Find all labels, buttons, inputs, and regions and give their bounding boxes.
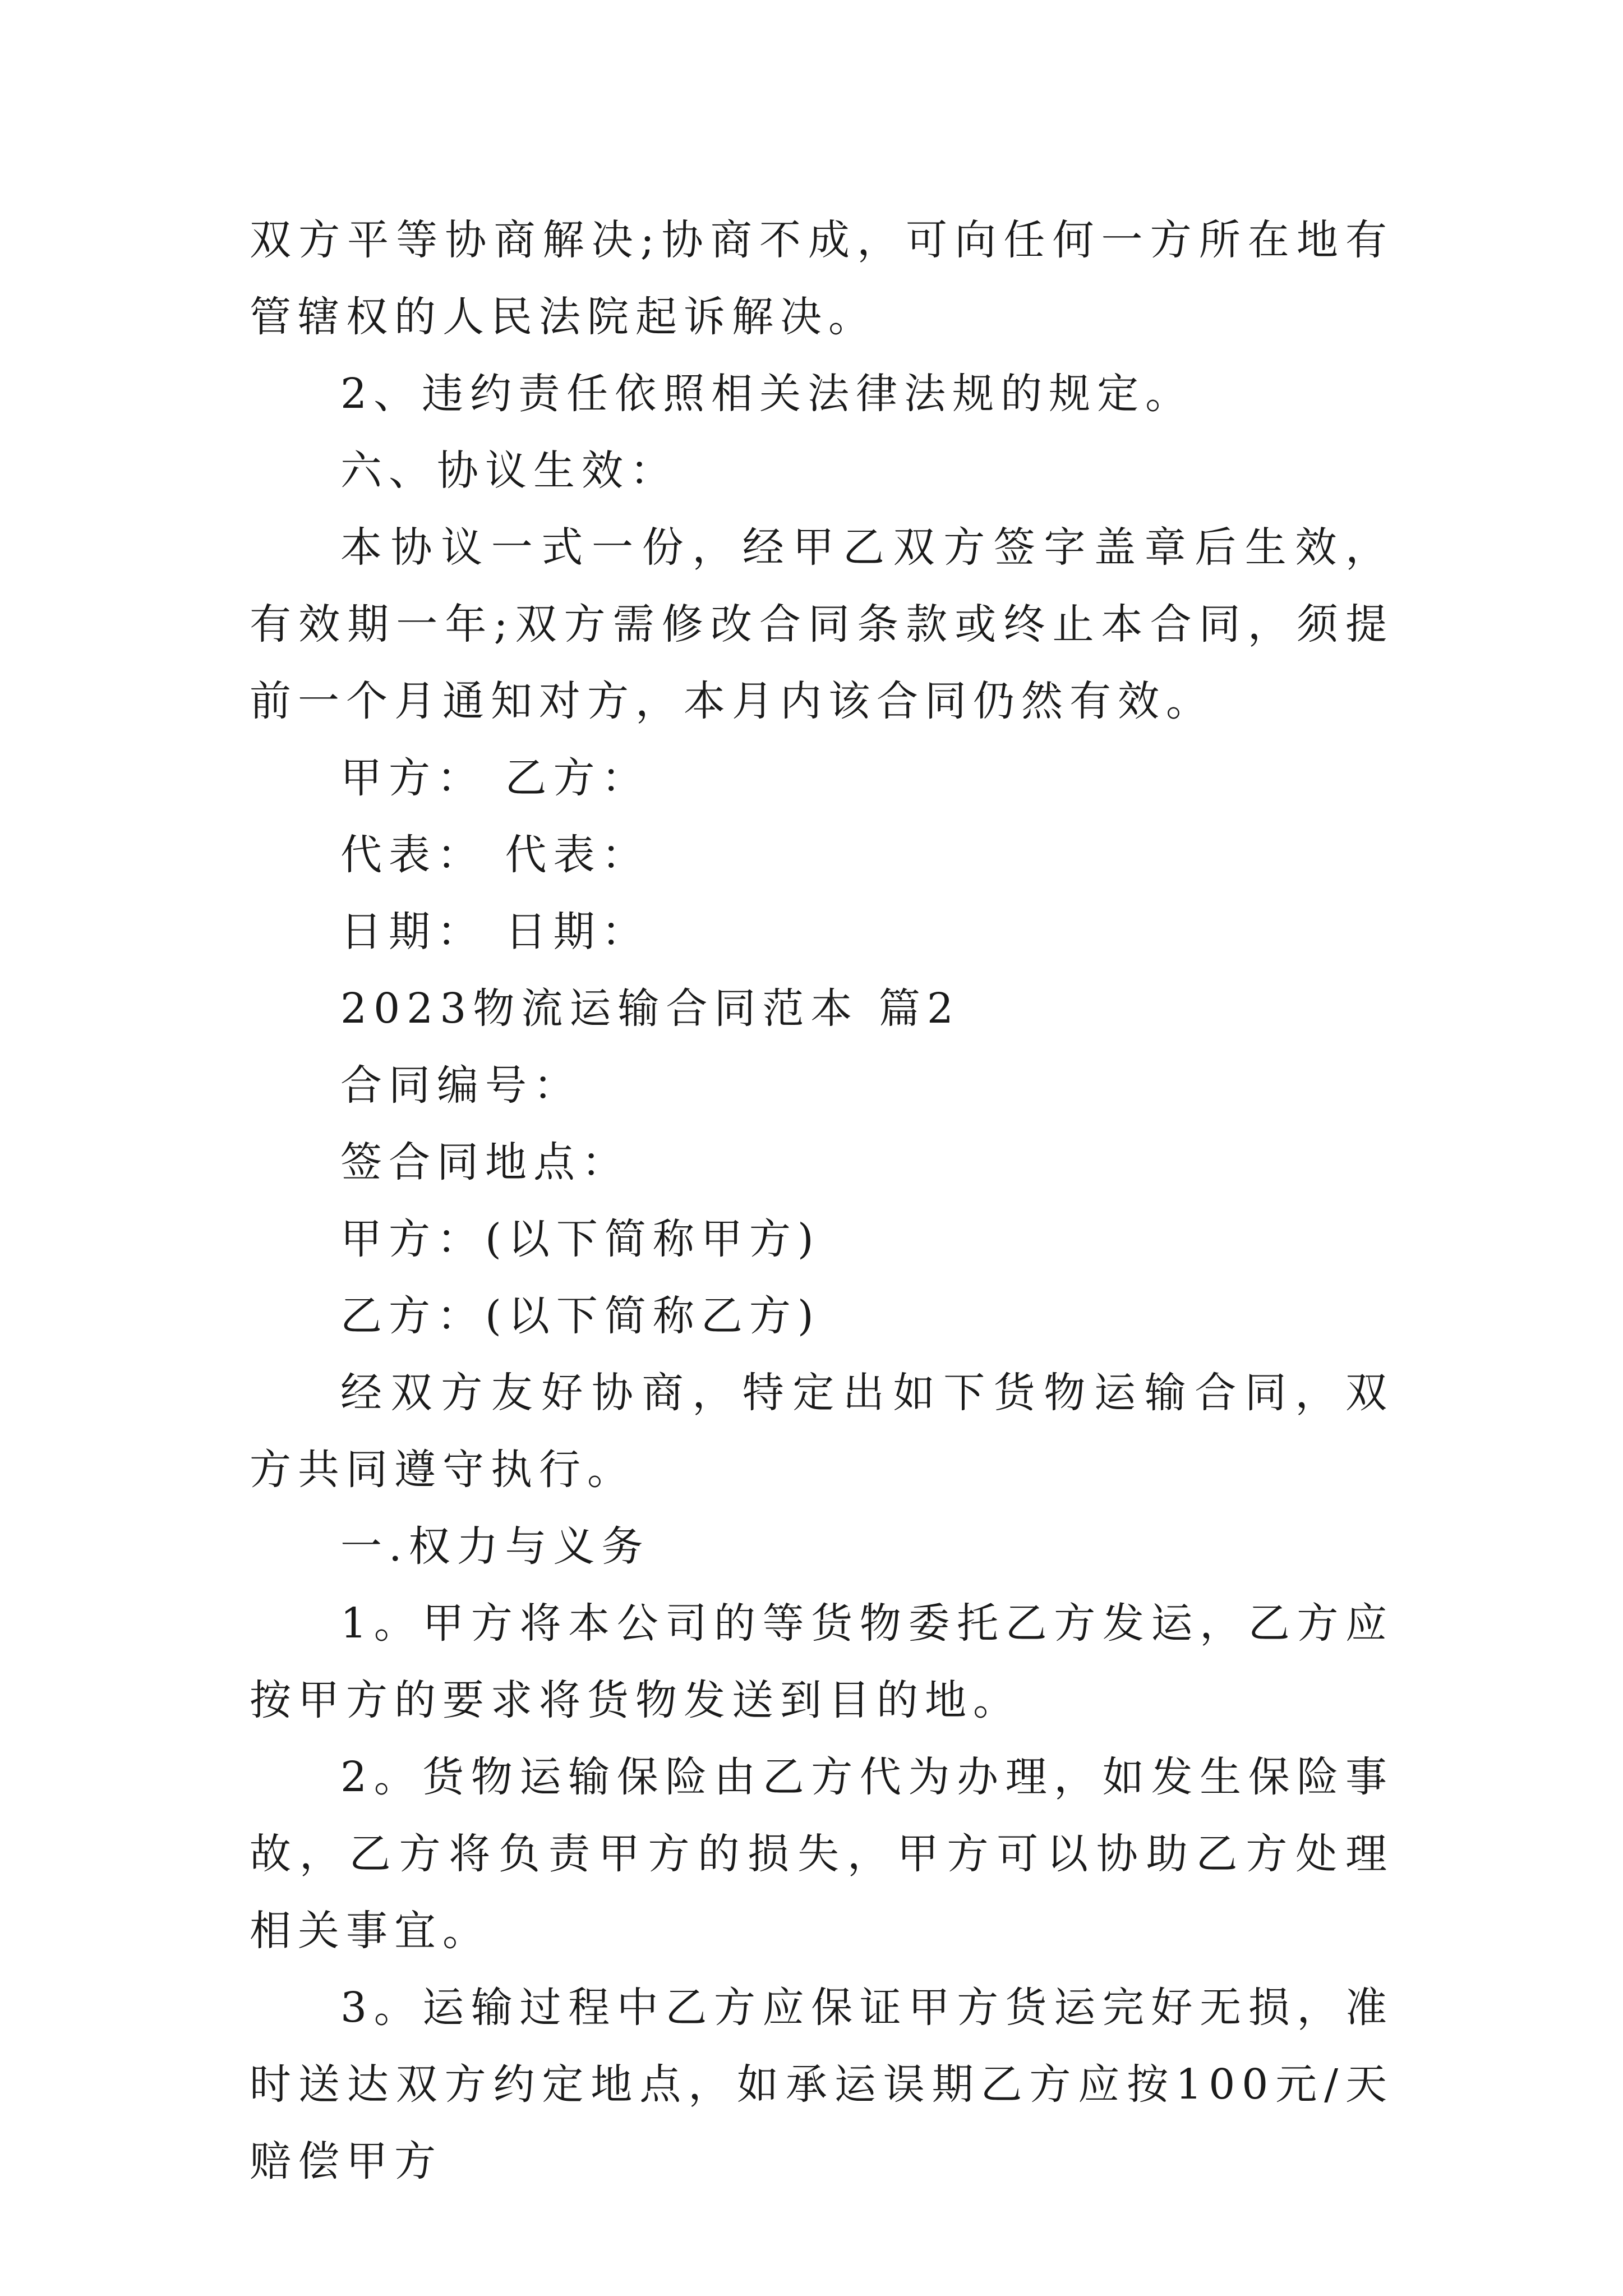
paragraph-effect-terms: 本协议一式一份，经甲乙双方签字盖章后生效，有效期一年;双方需修改合同条款或终止本合同，须提前一个月通知对方，本月内该合同仍然有效。 [250, 523, 1394, 725]
signature-line-dates: 日期： 日期： [340, 908, 650, 956]
section-heading-rights: 一.权力与义务 [340, 1522, 650, 1571]
contract-title: 2023物流运输合同范本 篇2 [340, 984, 960, 1033]
field-signing-location: 签合同地点： [340, 1138, 630, 1186]
clause-2: 2。货物运输保险由乙方代为办理，如发生保险事故，乙方将负责甲方的损失，甲方可以协助乙方处理相关事宜。 [250, 1753, 1394, 1955]
document-body [250, 202, 1394, 2200]
field-contract-number: 合同编号： [340, 1061, 582, 1110]
paragraph-liability: 2、违约责任依照相关法律法规的规定。 [340, 370, 1194, 418]
field-party-a: 甲方：(以下简称甲方) [340, 1215, 820, 1263]
signature-line-parties: 甲方： 乙方： [340, 754, 650, 802]
section-heading-effect: 六、协议生效： [340, 447, 678, 495]
paragraph-preamble: 经双方友好协商，特定出如下货物运输合同，双方共同遵守执行。 [250, 1369, 1394, 1494]
field-party-b: 乙方：(以下简称乙方) [340, 1292, 820, 1340]
signature-line-representatives: 代表： 代表： [340, 831, 650, 879]
clause-3: 3。运输过程中乙方应保证甲方货运完好无损，准时送达双方约定地点，如承运误期乙方应按100元/天赔偿甲方 [250, 1984, 1394, 2185]
clause-1: 1。甲方将本公司的等货物委托乙方发运，乙方应按甲方的要求将货物发送到目的地。 [250, 1599, 1394, 1724]
paragraph-dispute-resolution: 双方平等协商解决;协商不成，可向任何一方所在地有管辖权的人民法院起诉解决。 [250, 216, 1394, 341]
